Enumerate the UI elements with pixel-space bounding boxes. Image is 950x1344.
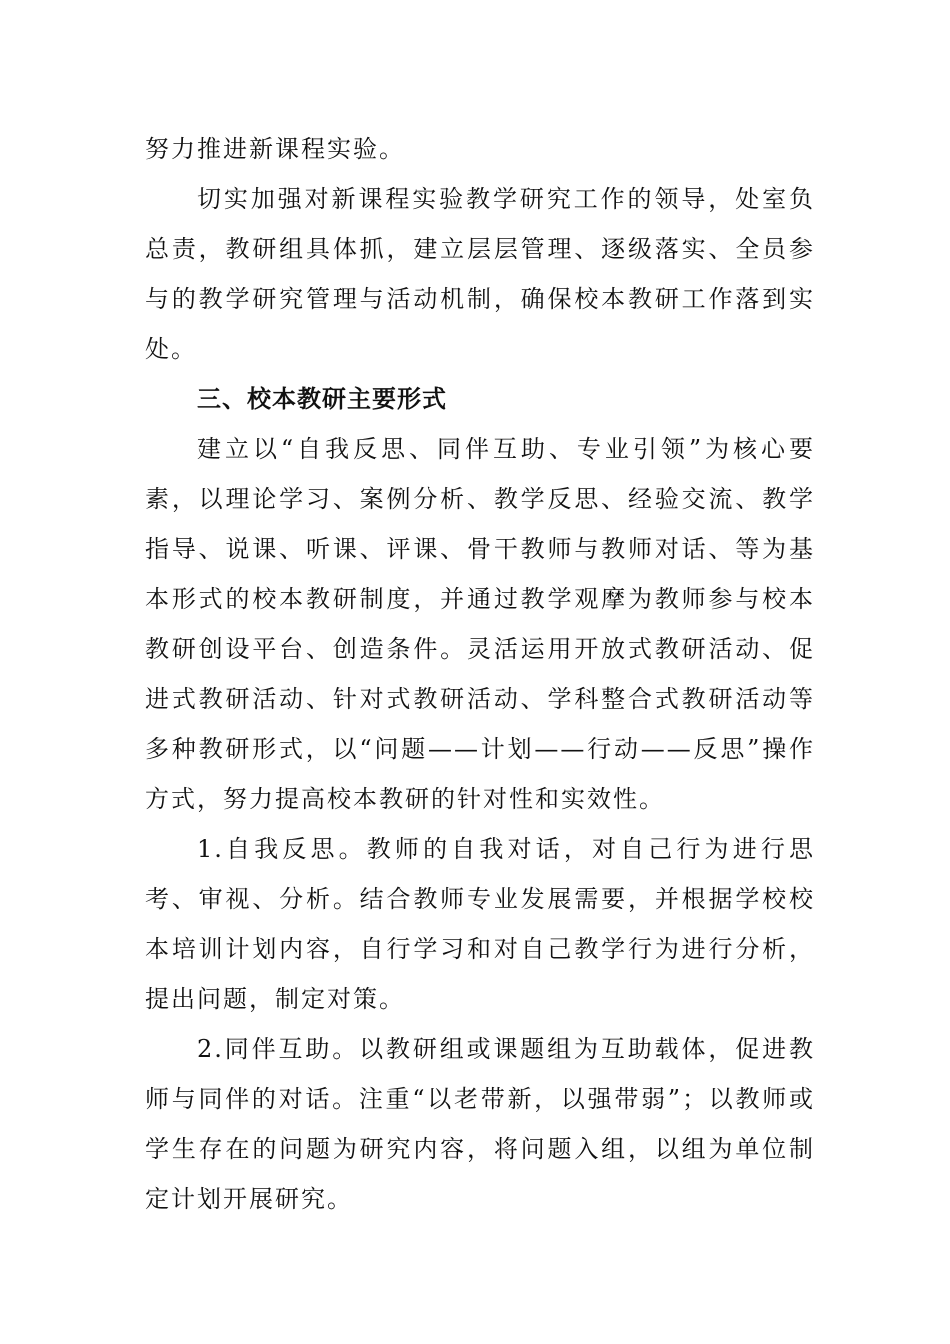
leadership-paragraph: 切实加强对新课程实验教学研究工作的领导，处室负总责，教研组具体抓，建立层层管理、逐级落实、全员参与的教学研究管理与活动机制，确保校本教研工作落到实处。: [145, 185, 815, 363]
self-reflection-paragraph: 1.自我反思。教师的自我对话，对自己行为进行思考、审视、分析。结合教师专业发展需要，并根据学校校本培训计划内容，自行学习和对自己教学行为进行分析，提出问题，制定对策。: [145, 835, 815, 1013]
continuation-paragraph: 努力推进新课程实验。: [145, 135, 405, 163]
forms-paragraph: 建立以“自我反思、同伴互助、专业引领”为核心要素，以理论学习、案例分析、教学反思、经验交流、教学指导、说课、听课、评课、骨干教师与教师对话、等为基本形式的校本教研制度，并通过教学观摩为教师参与校本教研创设平台、创造条件。灵活运用开放式教研活动、促进式教研活动、针对式教研活动、学科整合式教研活动等多种教研形式，以“问题——计划——行动——反思”操作方式，努力提高校本教研的针对性和实效性。: [145, 435, 815, 813]
section-heading: 三、校本教研主要形式: [197, 385, 447, 413]
peer-assistance-paragraph: 2.同伴互助。以教研组或课题组为互助载体，促进教师与同伴的对话。注重“以老带新，以强带弱”；以教师或学生存在的问题为研究内容，将问题入组，以组为单位制定计划开展研究。: [145, 1035, 815, 1213]
document-body: [145, 124, 815, 1224]
